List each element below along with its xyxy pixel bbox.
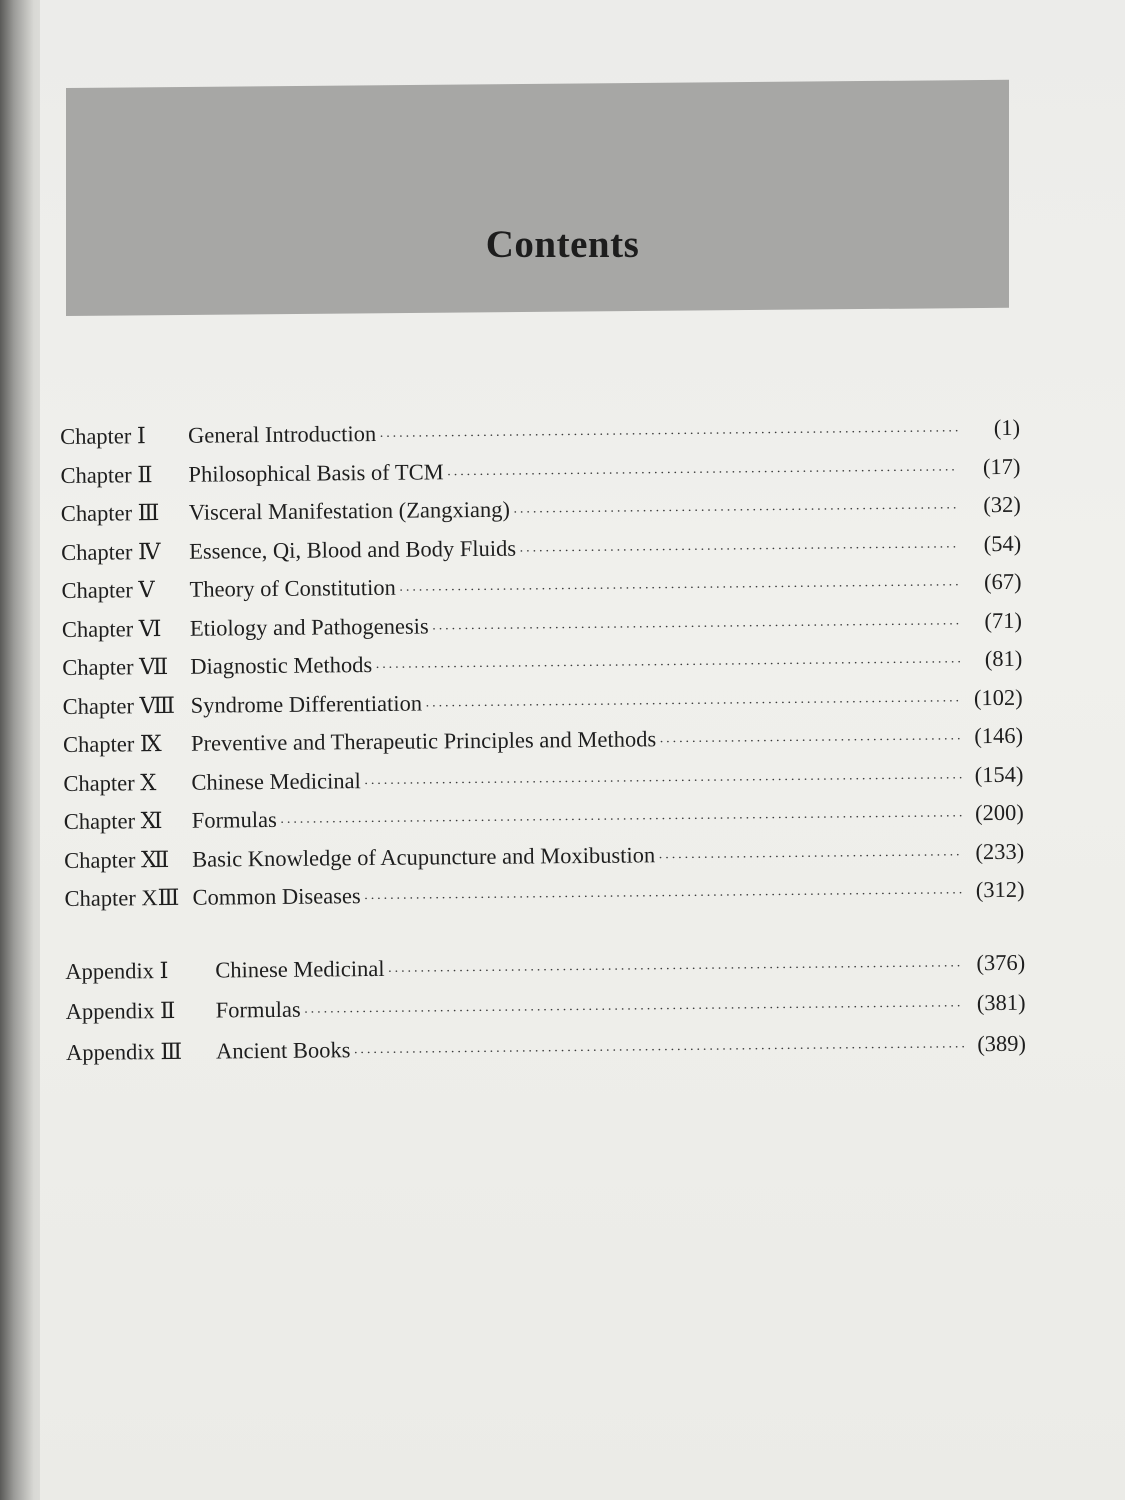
chapter-entry-title: Basic Knowledge of Acupuncture and Moxibustion <box>192 841 656 872</box>
dot-leader <box>375 655 960 677</box>
dot-leader <box>353 1040 964 1062</box>
dot-leader <box>425 694 961 715</box>
appendix-entry-page-number: (381) <box>976 989 1026 1016</box>
chapter-entry-title: Preventive and Therapeutic Principles and Methods <box>190 726 657 756</box>
chapter-entry-number: Chapter Ⅳ <box>61 538 161 565</box>
chapter-entry-page-number: (67) <box>983 568 1022 595</box>
dot-leader <box>447 463 959 484</box>
chapter-entry-title: General Introduction <box>187 420 377 448</box>
dot-leader <box>304 999 964 1021</box>
table-of-contents <box>60 415 1026 1080</box>
chapter-entry-title: Philosophical Basis of TCM <box>188 458 444 487</box>
chapter-entry-page-number: (54) <box>983 530 1022 556</box>
page-title: Contents <box>485 223 640 266</box>
chapter-entry-number: Chapter Ⅶ <box>62 653 169 680</box>
appendix-entry-title: Chinese Medicinal <box>215 955 385 983</box>
chapter-entry-page-number: (233) <box>975 838 1025 864</box>
chapter-entry-page-number: (71) <box>984 607 1023 633</box>
appendix-entry-title: Ancient Books <box>215 1036 351 1064</box>
chapter-entry-number: Chapter Ⅲ <box>60 500 160 526</box>
dot-leader <box>659 732 961 751</box>
dot-leader <box>280 809 962 832</box>
dot-leader <box>513 501 959 521</box>
dot-leader <box>399 578 960 599</box>
appendix-entry-title: Formulas <box>215 996 301 1023</box>
chapter-entry-number: Chapter Ⅴ <box>61 577 155 603</box>
chapter-entry-page-number: (102) <box>973 684 1023 710</box>
chapter-entry-number: Chapter Ⅸ <box>62 731 162 757</box>
dot-leader <box>432 617 960 638</box>
chapter-entry-title: Visceral Manifestation (Zangxiang) <box>188 496 511 525</box>
chapter-entry-page-number: (81) <box>984 645 1023 672</box>
chapter-entry-number: Chapter Ⅹ <box>63 769 157 796</box>
chapter-entry-number: Chapter Ⅷ <box>62 692 176 719</box>
chapter-entry-page-number: (32) <box>983 491 1021 518</box>
chapter-list <box>60 415 1025 925</box>
chapter-entry-page-number: (200) <box>974 799 1024 826</box>
chapter-entry-title: Formulas <box>191 806 277 833</box>
chapter-entry-number: Chapter Ⅺ <box>63 808 163 834</box>
chapter-entry-number: Chapter Ⅰ <box>60 423 146 449</box>
contents-banner <box>66 80 1009 316</box>
dot-leader <box>364 886 963 908</box>
appendix-entry-number: Appendix Ⅰ <box>65 957 169 984</box>
dot-leader <box>658 848 962 867</box>
dot-leader <box>519 540 959 560</box>
chapter-entry-page-number: (154) <box>974 761 1024 787</box>
chapter-entry-title: Syndrome Differentiation <box>190 690 423 718</box>
appendix-entry-number: Appendix Ⅱ <box>65 997 176 1024</box>
dot-leader <box>379 424 958 446</box>
chapter-entry-number: Chapter XⅢ <box>64 884 180 911</box>
appendix-entry-number: Appendix Ⅲ <box>65 1038 183 1065</box>
dot-leader <box>364 771 962 793</box>
chapter-entry-title: Diagnostic Methods <box>190 652 373 679</box>
appendix-list <box>65 949 1026 1080</box>
chapter-entry-title: Essence, Qi, Blood and Body Fluids <box>189 535 517 564</box>
chapter-entry-title: Chinese Medicinal <box>191 767 361 795</box>
chapter-entry-title: Etiology and Pathogenesis <box>189 612 429 641</box>
chapter-entry-title: Common Diseases <box>192 883 361 910</box>
chapter-entry-page-number: (17) <box>982 453 1021 479</box>
chapter-entry-number: Chapter Ⅱ <box>60 461 153 488</box>
chapter-entry-page-number: (146) <box>974 722 1024 749</box>
chapter-entry-page-number: (1) <box>993 414 1021 441</box>
appendix-entry-page-number: (389) <box>977 1030 1027 1056</box>
appendix-entry-page-number: (376) <box>976 949 1026 975</box>
chapter-entry-page-number: (312) <box>975 876 1025 903</box>
chapter-entry-number: Chapter Ⅻ <box>64 846 170 873</box>
dot-leader <box>388 959 964 981</box>
chapter-entry-number: Chapter Ⅵ <box>61 615 162 642</box>
chapter-entry-title: Theory of Constitution <box>189 574 396 602</box>
